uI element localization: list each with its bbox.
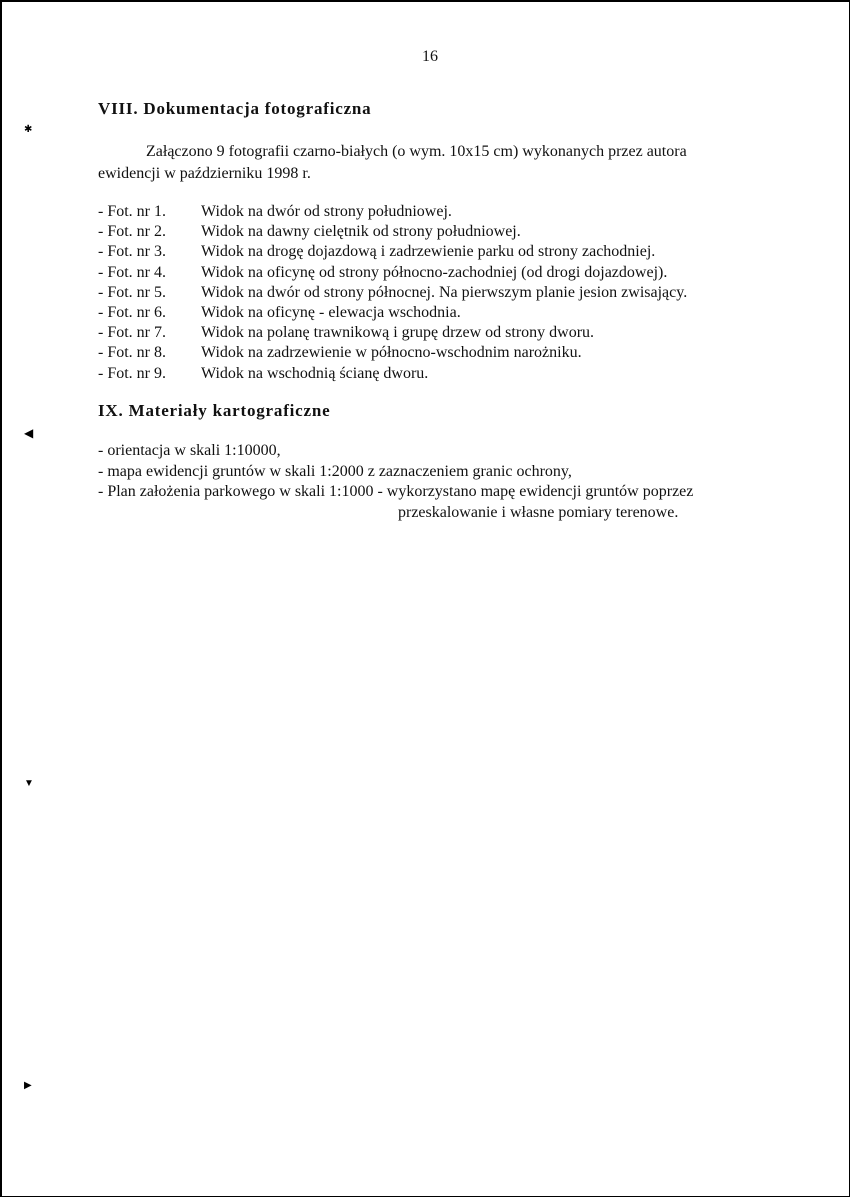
intro-line-1: Załączono 9 fotografii czarno-białych (o wym. 10x15 cm) wykonanych przez autora [146, 143, 687, 160]
photo-label: - Fot. nr 8. [98, 344, 166, 362]
photo-description: Widok na wschodnią ścianę dworu. [201, 364, 429, 382]
photo-label: - Fot. nr 5. [98, 283, 166, 301]
photo-label: - Fot. nr 3. [98, 243, 166, 261]
list-item [98, 202, 687, 222]
photo-label: - Fot. nr 4. [98, 263, 166, 281]
list-item-continuation: przeskalowanie i własne pomiary terenowe. [398, 503, 679, 521]
section-heading-cartographic-materials: IX. Materiały kartograficzne [98, 401, 331, 420]
list-item [98, 303, 687, 323]
section-heading-photo-documentation: VIII. Dokumentacja fotograficzna [98, 99, 372, 118]
photo-description: Widok na zadrzewienie w północno-wschodnim narożniku. [201, 344, 582, 362]
intro-line-2: ewidencji w październiku 1998 r. [98, 165, 311, 182]
cartographic-list [98, 441, 693, 523]
list-item [98, 364, 687, 384]
intro-paragraph [98, 141, 738, 185]
list-item [98, 222, 687, 242]
list-item [98, 263, 687, 283]
margin-arrow-down-icon: ▼ [24, 778, 34, 789]
margin-mark-icon: ✱ [24, 124, 33, 135]
photo-description: Widok na oficynę od strony północno-zachodniej (od drogi dojazdowej). [201, 263, 668, 281]
list-item [98, 323, 687, 343]
photo-description: Widok na dwór od strony północnej. Na pierwszym planie jesion zwisający. [201, 283, 688, 301]
list-item: - mapa ewidencji gruntów w skali 1:2000 z zaznaczeniem granic ochrony, [98, 462, 572, 480]
photo-list [98, 202, 687, 384]
photo-label: - Fot. nr 2. [98, 223, 166, 241]
photo-description: Widok na dawny cielętnik od strony południowej. [201, 223, 521, 241]
margin-arrow-right-icon: ▶ [24, 1080, 32, 1091]
list-item [98, 283, 687, 303]
photo-description: Widok na oficynę - elewacja wschodnia. [201, 303, 461, 321]
photo-label: - Fot. nr 6. [98, 303, 166, 321]
photo-description: Widok na dwór od strony południowej. [201, 203, 452, 220]
photo-description: Widok na polanę trawnikową i grupę drzew od strony dworu. [201, 324, 595, 342]
list-item [98, 343, 687, 363]
photo-label: - Fot. nr 7. [98, 324, 166, 342]
photo-label: - Fot. nr 9. [98, 364, 166, 382]
photo-description: Widok na drogę dojazdową i zadrzewienie parku od strony zachodniej. [201, 243, 656, 261]
page-number: 16 [422, 48, 438, 65]
photo-label: - Fot. nr 1. [98, 203, 166, 220]
list-item: - Plan założenia parkowego w skali 1:1000 - wykorzystano mapę ewidencji gruntów poprzez [98, 483, 694, 500]
margin-arrow-left-icon: ◀ [24, 426, 34, 440]
list-item [98, 242, 687, 262]
list-item: - orientacja w skali 1:10000, [98, 442, 281, 459]
